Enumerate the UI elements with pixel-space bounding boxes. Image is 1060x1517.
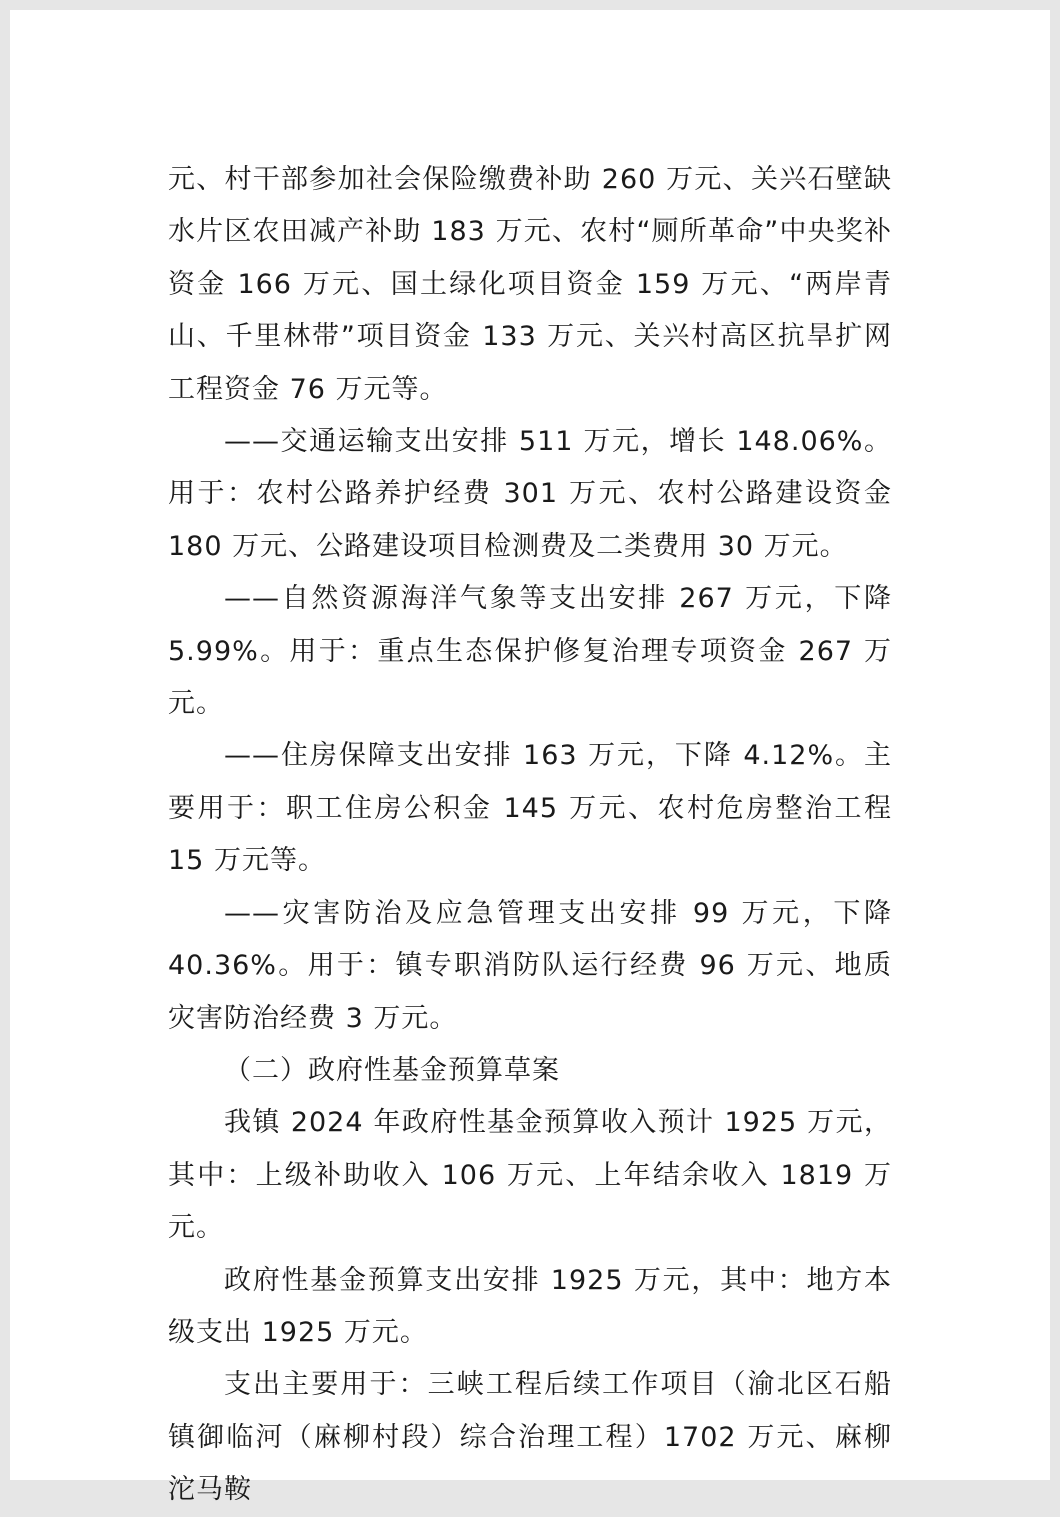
paragraph-housing: ——住房保障支出安排 163 万元，下降 4.12%。主要用于：职工住房公积金 145 万元、农村危房整治工程 15 万元等。 <box>168 740 892 877</box>
section-heading: （二）政府性基金预算草案 <box>224 1054 560 1086</box>
document-body <box>168 154 892 1517</box>
paragraph-transport: ——交通运输支出安排 511 万元，增长 148.06%。用于：农村公路养护经费 301 万元、农村公路建设资金 180 万元、公路建设项目检测费及二类费用 30 万元。 <box>168 426 892 562</box>
paragraph-fund-expenditure: 政府性基金预算支出安排 1925 万元，其中：地方本级支出 1925 万元。 <box>168 1264 892 1348</box>
paragraph-fund-usage: 支出主要用于：三峡工程后续工作项目（渝北区石船镇御临河（麻柳村段）综合治理工程）1702 万元、麻柳沱马鞍 <box>168 1369 892 1506</box>
paragraph-disaster-prevention: ——灾害防治及应急管理支出安排 99 万元，下降 40.36%。用于：镇专职消防队运行经费 96 万元、地质灾害防治经费 3 万元。 <box>168 897 892 1034</box>
paragraph-fund-income: 我镇 2024 年政府性基金预算收入预计 1925 万元，其中：上级补助收入 106 万元、上年结余收入 1819 万元。 <box>168 1107 892 1244</box>
paragraph-continuation: 元、村干部参加社会保险缴费补助 260 万元、关兴石壁缺水片区农田减产补助 183 万元、农村“厕所革命”中央奖补资金 166 万元、国土绿化项目资金 159 万元、“两岸青山、千里林带”项目资金 133 万元、关兴村高区抗旱扩网工程资金 76 万元等。 <box>168 164 892 405</box>
paragraph-natural-resources: ——自然资源海洋气象等支出安排 267 万元，下降 5.99%。用于：重点生态保护修复治理专项资金 267 万元。 <box>168 583 892 720</box>
document-page <box>10 10 1050 1506</box>
